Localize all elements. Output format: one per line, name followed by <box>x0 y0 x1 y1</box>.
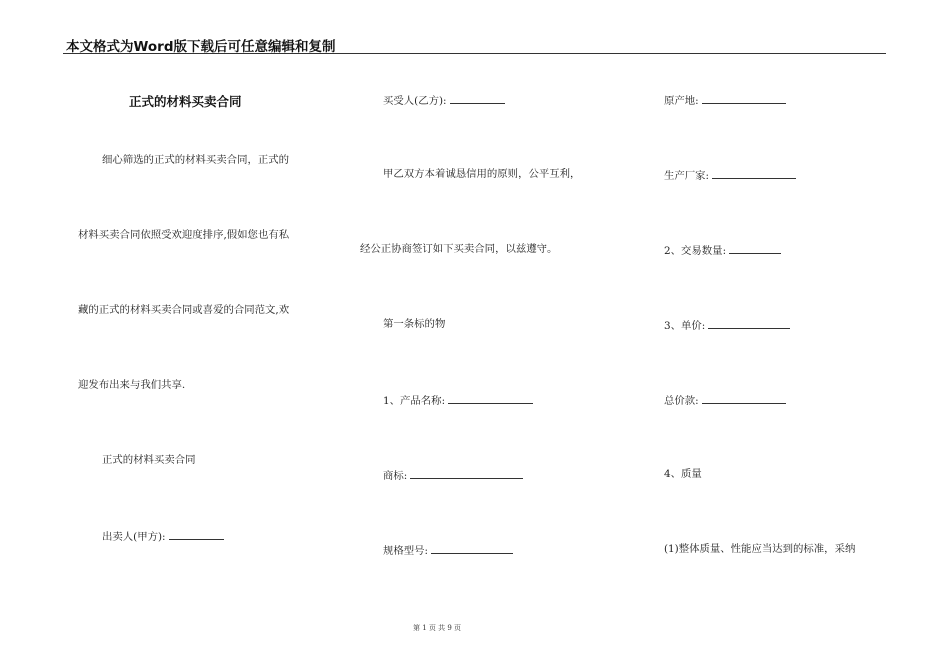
principle-line-1: 甲乙双方本着诚恳信用的原则，公平互利， <box>383 168 581 180</box>
trademark-blank <box>410 467 523 479</box>
product-name-blank <box>448 392 533 404</box>
product-name-label: 1、产品名称: <box>383 395 446 407</box>
total-price-field <box>664 392 786 408</box>
quantity-label: 2、交易数量: <box>664 245 727 257</box>
document-banner: 本文格式为Word版下载后可任意编辑和复制 <box>66 39 336 55</box>
quantity-blank <box>729 242 781 254</box>
buyer-label: 买受人(乙方): <box>383 95 447 107</box>
trademark-label: 商标: <box>383 470 408 482</box>
intro-line-3: 藏的正式的材料买卖合同或喜爱的合同范文,欢 <box>78 304 290 316</box>
contract-subtitle: 正式的材料买卖合同 <box>102 454 196 466</box>
total-price-blank <box>702 392 786 404</box>
quality-item-1: (1)整体质量、性能应当达到的标准，采纳 <box>664 543 856 555</box>
quality-heading: 4、质量 <box>664 468 702 480</box>
manufacturer-blank <box>712 167 796 179</box>
intro-line-1: 细心筛选的正式的材料买卖合同，正式的 <box>102 154 290 166</box>
principle-line-2: 经公正协商签订如下买卖合同，以兹遵守。 <box>360 243 558 255</box>
unit-price-field <box>664 317 790 333</box>
buyer-field <box>383 92 505 108</box>
origin-label: 原产地: <box>664 95 699 107</box>
quantity-field <box>664 242 781 258</box>
seller-field <box>102 528 224 544</box>
seller-label: 出卖人(甲方): <box>102 531 166 543</box>
origin-blank <box>702 92 786 104</box>
intro-line-4: 迎发布出来与我们共享. <box>78 379 186 391</box>
contract-title: 正式的材料买卖合同 <box>129 94 242 109</box>
article-1-heading: 第一条标的物 <box>383 318 446 330</box>
seller-blank <box>169 528 224 540</box>
product-name-field <box>383 392 533 408</box>
intro-line-2: 材料买卖合同依照受欢迎度排序,假如您也有私 <box>78 229 290 241</box>
manufacturer-field <box>664 167 796 183</box>
header-divider <box>63 53 886 54</box>
trademark-field <box>383 467 523 483</box>
model-field <box>383 542 513 558</box>
unit-price-blank <box>708 317 790 329</box>
model-blank <box>431 542 513 554</box>
total-price-label: 总价款: <box>664 395 699 407</box>
unit-price-label: 3、单价: <box>664 320 706 332</box>
origin-field <box>664 92 786 108</box>
manufacturer-label: 生产厂家: <box>664 170 710 182</box>
model-label: 规格型号: <box>383 545 429 557</box>
buyer-blank <box>450 92 505 104</box>
page-indicator: 第 1 页 共 9 页 <box>413 624 462 632</box>
